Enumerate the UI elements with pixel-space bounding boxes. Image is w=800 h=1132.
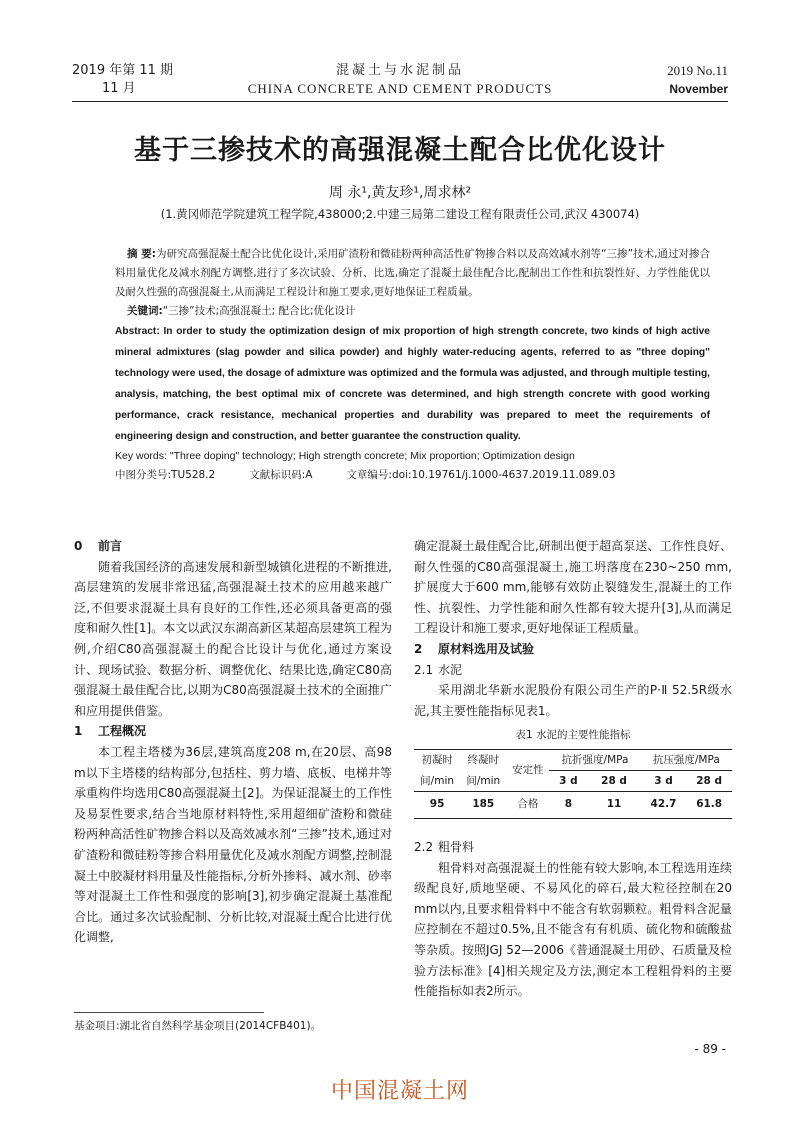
journal-name: [72, 62, 728, 98]
abstract-en: [115, 321, 710, 447]
body-right-column: [414, 536, 732, 1002]
body-paragraph: 随着我国经济的高速发展和新型城镇化进程的不断推进,高层建筑的发展非常迅猛,高强混凝土技术的应用越来越广泛,不但要求混凝土具有良好的工作性,还必须具备更高的强度和耐久性[1]。本文以武汉东湖高新区某超高层建筑工程为例,介绍C80高强混凝土的配合比设计与优化,通过方案设计、现场试验、数据分析、调整优化、结果比选,确定C80高强混凝土最佳配合比,以期为C80高强混凝土技术的全面推广和应用提供借鉴。: [74, 559, 392, 718]
table-cell: 11: [606, 797, 622, 810]
subsection-title: 水泥: [438, 662, 463, 677]
col-subheader: 28 d: [686, 770, 732, 791]
abstract-block: [115, 245, 710, 485]
footnote-divider: [74, 1012, 264, 1013]
clc-number: 中图分类号:TU528.2: [115, 469, 216, 481]
affiliations: (1.黄冈师范学院建筑工程学院,438000;2.中建三局第二建设工程有限责任公司,武汉 430074): [160, 207, 640, 221]
abstract-cn-label: 摘 要:: [127, 248, 156, 260]
cement-properties-table: [414, 749, 732, 819]
col-header: 抗压强度/MPa: [641, 749, 732, 770]
subsection-number: 2.1: [414, 662, 434, 677]
author-list: 周 永¹,黄友珍¹,周求林²: [328, 185, 472, 201]
journal-name-en: CHINA CONCRETE AND CEMENT PRODUCTS: [247, 81, 553, 96]
subsection-heading: [414, 837, 732, 858]
col-header: 间/min: [414, 770, 460, 791]
col-header: 初凝时: [421, 754, 453, 767]
table-cell: 95: [429, 797, 445, 810]
keywords-en-label: Key words:: [115, 450, 167, 462]
journal-name-cn: 混凝土与水泥制品: [335, 63, 464, 78]
col-header: 抗折强度/MPa: [549, 749, 640, 770]
table-cell: 42.7: [650, 797, 677, 810]
issue-month: 11 月: [102, 81, 136, 96]
section-title: 原材料选用及试验: [438, 641, 535, 656]
section-heading: [74, 721, 392, 742]
abstract-en-label: Abstract:: [115, 326, 160, 337]
section-heading: [414, 639, 732, 660]
table-cell: 185: [472, 797, 495, 810]
body-paragraph: 本工程主塔楼为36层,建筑高度208 m,在20层、高98 m以下主塔楼的结构部分,包括柱、剪力墙、底板、电梯井等承重构件均选用C80高强混凝土[2]。为保证混凝土的工作性及易泵性要求,结合当地原材料特性,采用超细矿渣粉和微硅粉两种高活性矿物掺合料以及高效减水剂“三掺”技术,通过对矿渣粉和微硅粉等掺合料用量优化及减水剂配方调整,控制混凝土中胶凝材料用量及性能指标,分析外掺料、减水剂、砂率等对混凝土工作性和强度的影响[3],初步确定混凝土基准配合比。通过多次试验配制、分析比较,对混凝土配合比进行优化调整,: [74, 744, 392, 945]
site-watermark: 中国混凝土网: [330, 1079, 469, 1104]
table-cell: 合格: [517, 797, 539, 810]
body-paragraph: 粗骨料对高强混凝土的性能有较大影响,本工程选用连续级配良好,质地坚硬、不易风化的碎石,最大粒径控制在20 mm以内,且要求粗骨料中不能含有软弱颗粒。粗骨料含泥量应控制在不超过0.5%,且不能含有有机质、硫化物和硫酸盐等杂质。按照JGJ 52—2006《普通混凝土用砂、石质量及检验方法标准》[4]相关规定及方法,测定本工程粗骨料的主要性能指标如表2所示。: [414, 860, 733, 999]
keywords-en-text: "Three doping" technology; High strength concrete; Mix proportion; Optimization design: [169, 450, 575, 462]
table-cell: 61.8: [696, 797, 723, 810]
col-header: 间/min: [460, 770, 506, 791]
issue-info-en: [667, 62, 728, 98]
col-subheader: 3 d: [549, 770, 587, 791]
section-number: 2: [414, 641, 423, 656]
subsection-heading: [414, 660, 732, 681]
subsection-number: 2.2: [414, 839, 434, 854]
funding-footnote: 基金项目:湖北省自然科学基金项目(2014CFB401)。: [74, 1020, 322, 1032]
col-subheader: 3 d: [641, 770, 687, 791]
abstract-en-text: In order to study the optimization design of mix proportion of high strength concrete, two kinds of high active mineral admixtures (slag powder and silica powder) and highly water-reducing agents, referred to as "three doping" technology were used, the dosage of admixture was optimized and the formula was adjusted, and through multiple testing, analysis, matching, the best optimal mix of concrete was determined, and high strength concrete with good working performance, crack resistance, mechanical properties and durability was prepared to meet the requirements of engineering design and construction, and better guarantee the construction quality.: [115, 326, 710, 442]
col-subheader: 28 d: [587, 770, 640, 791]
body-left-column: [74, 536, 392, 948]
section-title: 前言: [98, 539, 123, 553]
table-caption: 表1 水泥的主要性能指标: [515, 729, 631, 742]
section-heading: [74, 536, 392, 557]
issue-month-en: November: [669, 82, 728, 96]
issue-number-en: 2019 No.11: [667, 63, 728, 78]
body-paragraph: 采用湖北华新水泥股份有限公司生产的P·Ⅱ 52.5R级水泥,其主要性能指标见表1。: [414, 683, 732, 718]
table-1: [414, 725, 732, 819]
keywords-cn: [115, 302, 710, 321]
page-number: - 89 -: [694, 1042, 726, 1056]
issue-year-number: 2019 年第 11 期: [72, 63, 174, 78]
col-header: 终凝时: [467, 754, 500, 767]
running-header: [72, 62, 728, 102]
section-number: 1: [74, 724, 83, 739]
abstract-cn: [115, 245, 710, 302]
table-row: [414, 791, 732, 818]
paper-title: 基于三掺技术的高强混凝土配合比优化设计: [134, 135, 666, 166]
subsection-title: 粗骨料: [438, 839, 475, 854]
classification-line: [115, 466, 710, 485]
col-header: 安定性: [506, 749, 549, 791]
section-number: 0: [74, 539, 83, 553]
abstract-cn-text: 为研究高强混凝土配合比优化设计,采用矿渣粉和微硅粉两种高活性矿物掺合料以及高效减水剂等“三掺”技术,通过对掺合料用量优化及减水剂配方调整,进行了多次试验、分析、比选,确定了混凝土最佳配合比,配制出工作性和抗裂性好、力学性能优以及耐久性强的高强混凝土,从而满足工程设计和施工要求,更好地保证工程质量。: [115, 248, 710, 298]
article-number: 文章编号:doi:10.19761/j.1000-4637.2019.11.089.03: [346, 469, 616, 481]
keywords-cn-label: 关键词:: [127, 305, 163, 317]
table-cell: 8: [564, 797, 573, 810]
section-title: 工程概况: [98, 724, 147, 739]
body-paragraph: 确定混凝土最佳配合比,研制出便于超高泵送、工作性良好、耐久性强的C80高强混凝土,施工坍落度在230~250 mm,扩展度大于600 mm,能够有效防止裂缝发生,混凝土的工作性、抗裂性、力学性能和耐久性都有较大提升[3],从而满足工程设计和施工要求,更好地保证工程质量。: [414, 539, 732, 636]
keywords-en: [115, 447, 710, 466]
keywords-cn-text: “三掺”技术;高强混凝土; 配合比;优化设计: [162, 305, 356, 317]
document-code: 文献标识码:A: [249, 469, 313, 481]
